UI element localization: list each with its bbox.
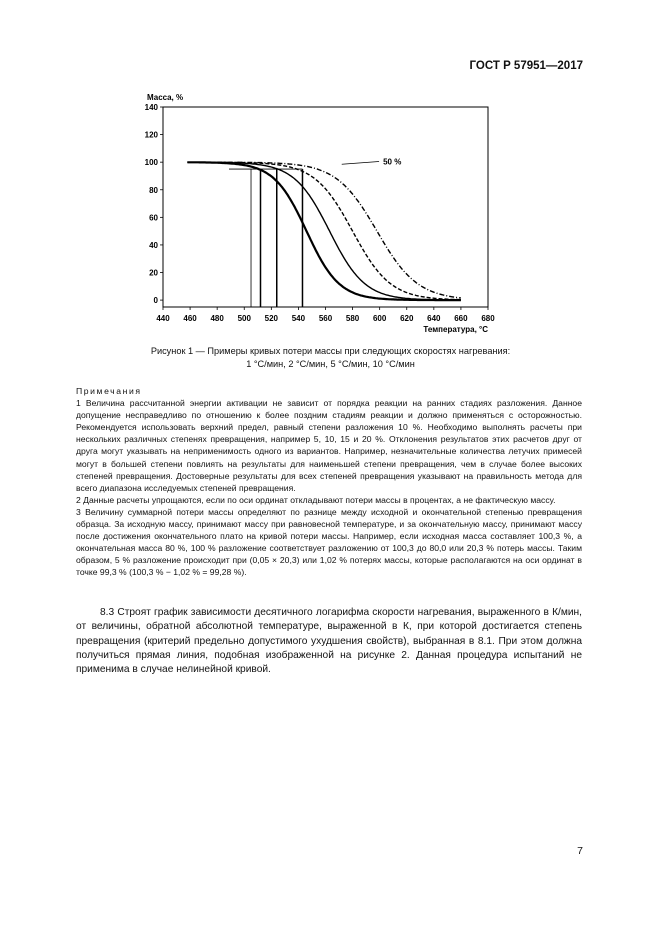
curve-5 °C/мин [187, 162, 461, 299]
note-2: 2 Данные расчеты упрощаются, если по оси ординат откладывают потери массы в процентах, а не фактическую массу. [76, 494, 556, 505]
y-tick-label: 40 [149, 240, 158, 250]
x-axis-label: Температура, °C [423, 325, 488, 334]
x-tick-label: 560 [318, 314, 333, 323]
annotation-leader [342, 161, 379, 164]
notes-block [76, 385, 582, 579]
x-tick-label: 480 [210, 314, 224, 323]
x-tick-label: 640 [427, 314, 441, 323]
curve-10 °C/мин [187, 162, 461, 298]
x-tick-label: 500 [237, 314, 251, 323]
y-tick-label: 140 [144, 103, 158, 112]
y-axis-label: Массa, % [147, 93, 184, 102]
y-tick-label: 120 [144, 130, 158, 140]
note-1: 1 Величина рассчитанной энергии активации не зависит от порядка реакции на ранних стадиях разложения. Данное допущение несправедливо по отношению к более поздним стадиям реакции и должно применяться с осторожностью. Рекомендуется использовать верхний предел, равный степени разложения 10 %. Необходимо выполнять расчеты при нескольких различных степенях превращения, например 5, 10, 15 и 20 %. Отклонения результатов этих расчетов друг от друга могут указывать на неприменимость одного из вариантов. Например, незначительные количества летучих примесей могут в большей степени повлиять на результаты для наименьшей степени превращения, чем в случае более высоких степеней превращения. Достоверные результаты для всех степеней превращения указывают на правильность метода для всего диапазона исследуемых степеней превращения. [76, 398, 582, 493]
plot-frame [163, 107, 488, 307]
section-8-3-paragraph: 8.3 Строят график зависимости десятичного логарифма скорости нагревания, выраженного в К/мин, от величины, обратной абсолютной температуре, выраженной в К, при которой достигается степень превращения (критерий предельно допустимого ухудшения свойств), выбранная в 8.1. При этом должна получиться прямая линия, подобная изображенной на рисунке 2. Данная процедура испытаний не применима в случае нелинейной кривой. [76, 607, 582, 676]
main-text-block [76, 606, 582, 677]
x-tick-label: 540 [291, 314, 306, 323]
y-tick-label: 100 [144, 158, 158, 168]
mass-loss-chart [130, 85, 500, 340]
x-tick-label: 600 [372, 314, 387, 323]
x-tick-label: 460 [183, 314, 197, 323]
y-tick-label: 20 [149, 268, 158, 278]
x-tick-label: 680 [481, 314, 495, 323]
x-tick-label: 620 [400, 314, 414, 323]
standard-code: ГОСТ Р 57951—2017 [469, 60, 583, 72]
y-tick-label: 80 [149, 185, 158, 195]
x-tick-label: 660 [454, 314, 468, 323]
notes-title: Примечания [76, 386, 142, 396]
caption-line-1: Рисунок 1 — Примеры кривых потери массы при следующих скоростях нагревания: [150, 346, 511, 356]
curve-1 °C/мин [187, 162, 461, 300]
page-number: 7 [577, 845, 583, 857]
figure-caption [0, 345, 661, 371]
y-tick-label: 0 [153, 296, 158, 306]
y-tick-label: 60 [149, 213, 158, 223]
curve-2 °C/мин [187, 162, 461, 300]
annotation-50-percent: 50 % [383, 157, 402, 167]
plot-layer [145, 93, 496, 334]
caption-line-2: 1 °C/мин, 2 °C/мин, 5 °C/мин, 10 °C/мин [246, 359, 415, 369]
x-tick-label: 520 [264, 314, 279, 323]
x-tick-label: 440 [156, 314, 170, 323]
x-tick-label: 580 [345, 314, 360, 323]
note-3: 3 Величину суммарной потери массы определяют по разнице между исходной и окончательной степенью превращения образца. За исходную массу, принимают массу при равновесной температуре, и за окончательную массу, принимают массу после достижения окончательного плато на кривой потери массы. Например, если исходная масса составляет 100,3 %, а окончательная масса 80 %, 100 % разложение соответствует разложению от 100,3 до 80,0 или 20,3 % потерь массы. Таким образом, 5 % разложение происходит при (0,05 × 20,3) или 1,02 % потерях массы, которые располагаются на оси ординат в точке 99,3 % (100,3 % − 1,02 % = 99,28 %). [76, 506, 582, 578]
